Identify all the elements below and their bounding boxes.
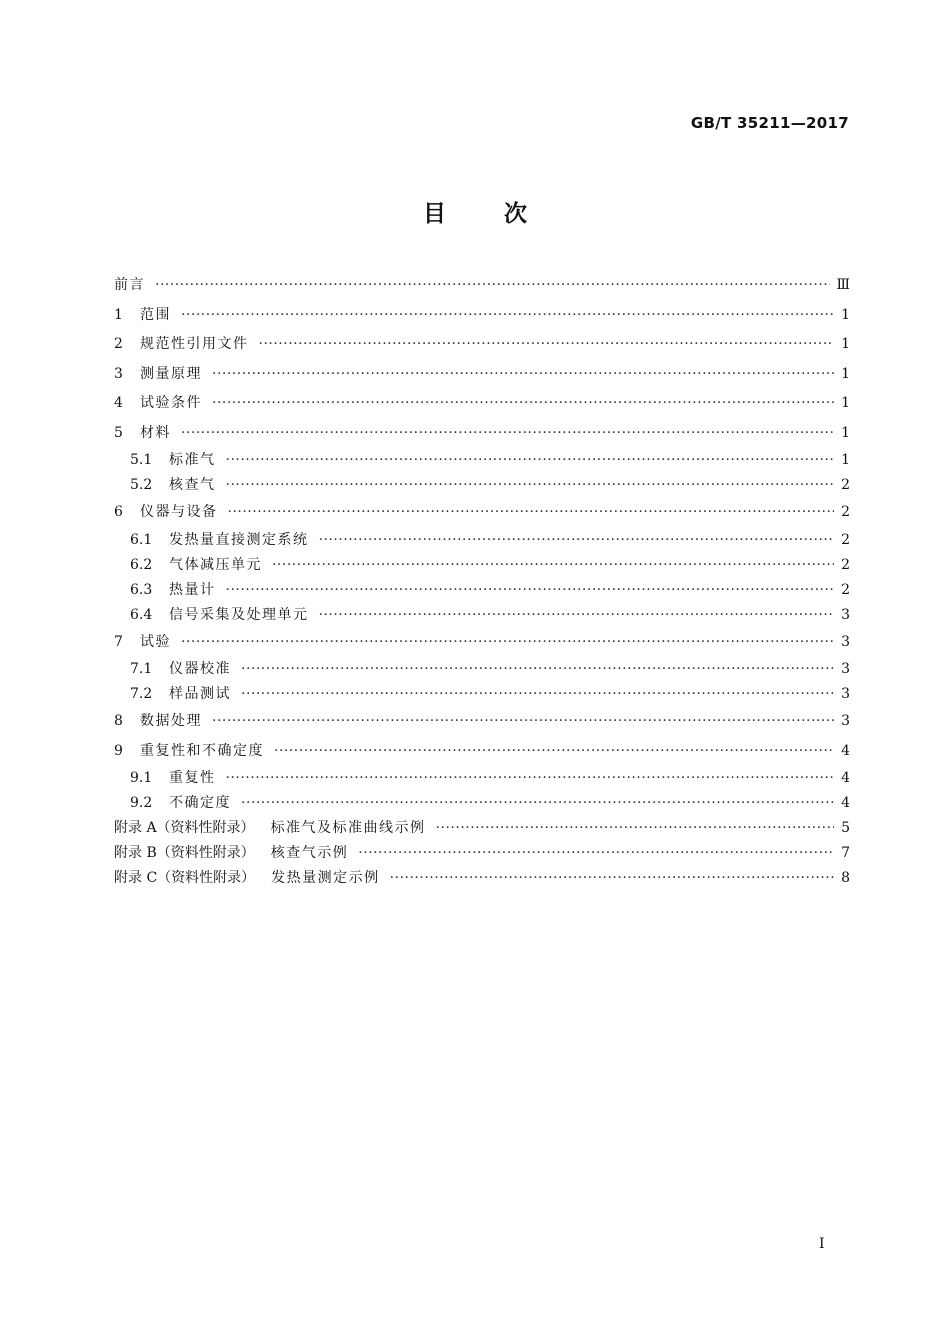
toc-entry[interactable] xyxy=(114,271,850,301)
table-of-contents xyxy=(114,271,850,891)
toc-entry-number: 附录 B（资料性附录） xyxy=(114,845,255,861)
toc-entry-label: 核查气示例 xyxy=(270,845,349,861)
toc-entry-page: 4 xyxy=(841,795,850,811)
dot-leader xyxy=(358,841,834,866)
toc-entry-label: 重复性 xyxy=(169,770,216,786)
toc-entry-page: 1 xyxy=(841,424,850,441)
toc-entry-number: 附录 A（资料性附录） xyxy=(114,820,255,836)
toc-entry-number: 附录 C（资料性附录） xyxy=(114,870,256,886)
toc-entry-label: 测量原理 xyxy=(140,365,202,382)
toc-entry[interactable] xyxy=(114,603,850,628)
toc-entry[interactable] xyxy=(114,737,850,767)
toc-entry-number: 7 xyxy=(114,633,123,650)
dot-leader xyxy=(228,498,835,528)
toc-entry[interactable] xyxy=(114,866,850,891)
dot-leader xyxy=(212,389,834,419)
toc-entry-page: 1 xyxy=(841,452,850,468)
toc-entry-label: 重复性和不确定度 xyxy=(140,742,264,759)
toc-entry-label: 规范性引用文件 xyxy=(140,336,249,352)
toc-entry-number: 6.4 xyxy=(130,606,153,623)
toc-entry-label: 信号采集及处理单元 xyxy=(169,606,309,623)
toc-entry-page: Ⅲ xyxy=(836,277,850,293)
dot-leader xyxy=(319,603,835,628)
toc-entry-page: 4 xyxy=(841,770,850,786)
dot-leader xyxy=(181,301,834,331)
toc-entry-page: 2 xyxy=(841,477,850,493)
toc-entry-page: 3 xyxy=(841,713,850,729)
dot-leader xyxy=(226,473,835,498)
toc-entry-number: 6.1 xyxy=(130,531,153,548)
toc-entry-page: 5 xyxy=(841,820,850,836)
dot-leader xyxy=(274,737,834,767)
toc-entry[interactable] xyxy=(114,473,850,498)
toc-entry[interactable] xyxy=(114,553,850,578)
toc-entry-page: 1 xyxy=(841,306,850,323)
toc-entry-label: 气体减压单元 xyxy=(169,556,262,573)
dot-leader xyxy=(155,271,830,301)
toc-entry[interactable] xyxy=(114,301,850,331)
toc-entry-label: 发热量直接测定系统 xyxy=(169,531,309,548)
toc-entry-number: 7.2 xyxy=(130,686,153,702)
toc-entry-label: 范围 xyxy=(140,306,171,323)
toc-entry-label: 仪器校准 xyxy=(169,661,231,677)
toc-entry-label: 试验条件 xyxy=(140,395,202,411)
toc-entry[interactable] xyxy=(114,707,850,737)
toc-entry-number: 4 xyxy=(114,395,123,411)
toc-entry-label: 不确定度 xyxy=(169,795,231,811)
toc-entry-page: 3 xyxy=(841,686,850,702)
toc-entry-label: 发热量测定示例 xyxy=(271,870,380,886)
toc-entry[interactable] xyxy=(114,791,850,816)
dot-leader xyxy=(272,553,834,578)
toc-entry-number: 6 xyxy=(114,504,123,520)
toc-entry-page: 2 xyxy=(841,581,850,598)
toc-entry-page: 3 xyxy=(841,633,850,650)
toc-entry-page: 2 xyxy=(841,504,850,520)
toc-entry[interactable] xyxy=(114,498,850,528)
toc-entry[interactable] xyxy=(114,389,850,419)
toc-entry[interactable] xyxy=(114,816,850,841)
toc-entry-number: 9.2 xyxy=(130,795,153,811)
toc-entry-label: 仪器与设备 xyxy=(140,504,218,520)
toc-entry-number: 1 xyxy=(114,306,123,323)
toc-entry[interactable] xyxy=(114,419,850,449)
dot-leader xyxy=(226,448,835,473)
dot-leader xyxy=(212,360,834,390)
toc-entry[interactable] xyxy=(114,448,850,473)
dot-leader xyxy=(319,528,835,553)
toc-entry-page: 4 xyxy=(841,742,850,759)
toc-entry-label: 试验 xyxy=(140,633,171,650)
dot-leader xyxy=(181,628,834,658)
dot-leader xyxy=(226,578,835,603)
dot-leader xyxy=(390,866,834,891)
toc-entry-label: 核查气 xyxy=(169,477,216,493)
toc-entry-number: 5.2 xyxy=(130,477,153,493)
toc-entry-label: 标准气 xyxy=(169,452,216,468)
toc-entry-page: 2 xyxy=(841,556,850,573)
toc-entry-page: 1 xyxy=(841,395,850,411)
toc-entry-number: 2 xyxy=(114,336,123,352)
dot-leader xyxy=(259,330,835,360)
toc-entry-page: 8 xyxy=(841,870,850,886)
toc-entry[interactable] xyxy=(114,682,850,707)
toc-entry[interactable] xyxy=(114,841,850,866)
toc-entry-page: 7 xyxy=(841,845,850,861)
toc-entry[interactable] xyxy=(114,360,850,390)
toc-entry-label: 样品测试 xyxy=(169,686,231,702)
toc-entry-page: 1 xyxy=(841,336,850,352)
toc-entry-number: 3 xyxy=(114,365,123,382)
dot-leader xyxy=(212,707,834,737)
toc-entry[interactable] xyxy=(114,628,850,658)
toc-entry-number: 6.2 xyxy=(130,556,153,573)
toc-entry-label: 标准气及标准曲线示例 xyxy=(270,820,426,836)
toc-entry-page: 1 xyxy=(841,365,850,382)
toc-entry[interactable] xyxy=(114,766,850,791)
dot-leader xyxy=(241,682,834,707)
dot-leader xyxy=(436,816,834,841)
toc-entry[interactable] xyxy=(114,528,850,553)
page-number-footer: I xyxy=(819,1236,825,1252)
toc-entry-label: 前言 xyxy=(114,277,145,293)
toc-entry-label: 数据处理 xyxy=(140,713,202,729)
dot-leader xyxy=(241,657,834,682)
toc-entry-number: 9.1 xyxy=(130,770,153,786)
dot-leader xyxy=(181,419,834,449)
toc-entry-page: 3 xyxy=(841,606,850,623)
dot-leader xyxy=(241,791,834,816)
toc-entry-number: 6.3 xyxy=(130,581,153,598)
toc-entry-number: 5 xyxy=(114,424,123,441)
toc-entry-number: 5.1 xyxy=(130,452,153,468)
toc-entry-number: 9 xyxy=(114,742,123,759)
toc-entry[interactable] xyxy=(114,330,850,360)
toc-entry-number: 7.1 xyxy=(130,661,153,677)
page-title: 目次 xyxy=(423,201,585,227)
dot-leader xyxy=(226,766,835,791)
standard-number: GB/T 35211—2017 xyxy=(690,114,849,132)
toc-entry-number: 8 xyxy=(114,713,123,729)
toc-entry-label: 材料 xyxy=(140,424,171,441)
toc-entry[interactable] xyxy=(114,578,850,603)
toc-entry-page: 3 xyxy=(841,661,850,677)
toc-entry[interactable] xyxy=(114,657,850,682)
toc-entry-page: 2 xyxy=(841,531,850,548)
toc-entry-label: 热量计 xyxy=(169,581,216,598)
